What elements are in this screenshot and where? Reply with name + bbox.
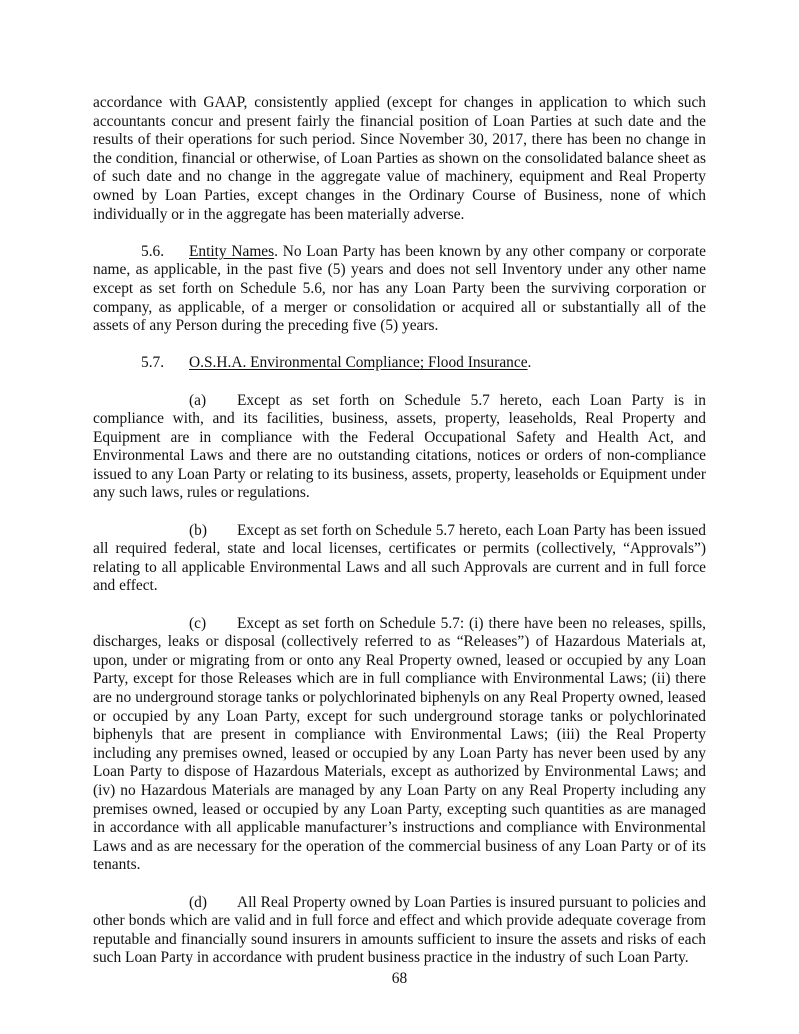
subsection-b — [93, 522, 706, 596]
subsection-text: Except as set forth on Schedule 5.7 hereto, each Loan Party has been issued all required federal, state and local licenses, certificates or permits (collectively, “Approvals”) relating to all applicable Environmental Laws and all such Approvals are current and in full force and effect. — [93, 521, 706, 595]
continuation-paragraph: accordance with GAAP, consistently applied (except for changes in application to which such accountants concur and present fairly the financial position of Loan Parties at such date and the results of their operations for such period. Since November 30, 2017, there has been no change in the condition, financial or otherwise, of Loan Parties as shown on the consolidated balance sheet as of such date and no change in the aggregate value of machinery, equipment and Real Property owned by Loan Parties, except changes in the Ordinary Course of Business, none of which individually or in the aggregate has been materially adverse. — [93, 94, 706, 223]
section-5-6 — [93, 243, 706, 336]
subsection-text: All Real Property owned by Loan Parties is insured pursuant to policies and other bonds which are valid and in full force and effect and which provide adequate coverage from reputable and financially sound insurers in amounts sufficient to insure the assets and risks of each such Loan Party in accordance with prudent business practice in the industry of such Loan Party. — [93, 893, 706, 967]
section-heading: Entity Names — [189, 242, 275, 260]
subsection-label: (c) — [189, 614, 207, 632]
section-number: 5.6. — [141, 242, 165, 260]
section-number: 5.7. — [141, 354, 165, 372]
heading-punctuation: . — [274, 242, 278, 260]
subsection-label: (b) — [189, 521, 207, 539]
subsection-label: (d) — [189, 893, 207, 911]
section-body: No Loan Party has been known by any other company or corporate name, as applicable, in the past five (5) years and does not sell Inventory under any other name except as set forth on Schedule 5.6, nor has any Loan Party been the surviving corporation or company, as applicable, of a merger or consolidation or acquired all or substantially all of the assets of any Person during the preceding five (5) years. — [93, 242, 706, 335]
subsection-c — [93, 615, 706, 875]
section-5-7-heading — [93, 354, 706, 373]
subsection-d — [93, 894, 706, 968]
page-number: 68 — [391, 970, 408, 987]
subsection-text: Except as set forth on Schedule 5.7: (i) there have been no releases, spills, discharges, leaks or disposal (collectively referred to as “Releases”) of Hazardous Materials at, upon, under or migrating from or onto any Real Property owned, leased or occupied by any Loan Party, except for those Releases which are in full compliance with Environmental Laws; (ii) there are no underground storage tanks or polychlorinated biphenyls on any Real Property owned, leased or occupied by any Loan Party, except for such underground storage tanks or polychlorinated biphenyls that are present in compliance with Environmental Laws; (iii) the Real Property including any premises owned, leased or occupied by any Loan Party has never been used by any Loan Party to dispose of Hazardous Materials, except as authorized by Environmental Laws; and (iv) no Hazardous Materials are managed by any Loan Party on any Real Property including any premises owned, leased or occupied by any Loan Party, excepting such quantities as are managed in accordance with all applicable manufacturer’s instructions and compliance with Environmental Laws and as are necessary for the operation of the commercial business of any Loan Party or of its tenants. — [93, 614, 706, 874]
subsection-a — [93, 392, 706, 504]
document-page — [93, 94, 706, 987]
subsection-text: Except as set forth on Schedule 5.7 hereto, each Loan Party is in compliance with, and its facilities, business, assets, property, leaseholds, Real Property and Equipment are in compliance with the Federal Occupational Safety and Health Act, and Environmental Laws and there are no outstanding citations, notices or orders of non-compliance issued to any Loan Party or relating to its business, assets, property, leaseholds or Equipment under any such laws, rules or regulations. — [93, 391, 706, 502]
heading-punctuation: . — [527, 354, 532, 372]
subsection-label: (a) — [189, 391, 207, 409]
section-heading: O.S.H.A. Environmental Compliance; Flood Insurance — [189, 354, 528, 372]
